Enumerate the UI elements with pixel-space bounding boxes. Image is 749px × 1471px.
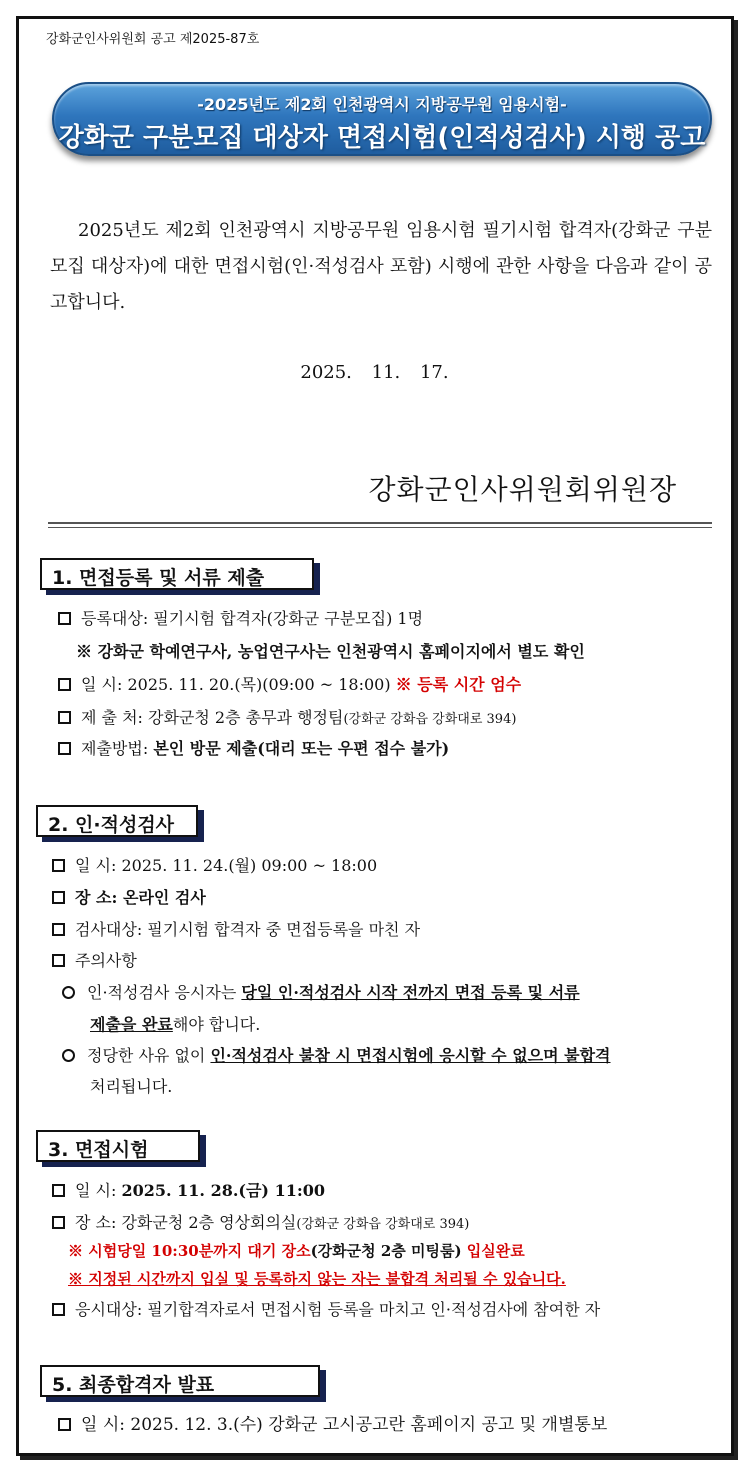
banner-subtitle: -2025년도 제2회 인천광역시 지방공무원 임용시험- (197, 95, 567, 114)
checkbox-bullet-icon (52, 1184, 65, 1197)
checkbox-bullet-icon (52, 923, 65, 936)
s2-caution-2: 정당한 사유 없이 인·적성검사 불참 시 면접시험에 응시할 수 없으며 불합격 (62, 1043, 611, 1066)
checkbox-bullet-icon (52, 954, 65, 967)
section-2-title: 2. 인·적성검사 (36, 805, 198, 837)
s2-caution-2-cont: 처리됩니다. (90, 1077, 173, 1096)
checkbox-bullet-icon (52, 1216, 65, 1229)
signer: 강화군인사위원회위원장 (368, 473, 677, 506)
intro-paragraph: 2025년도 제2회 인천광역시 지방공무원 임용시험 필기시험 합격자(강화군 구분모집 대상자)에 대한 면접시험(인·적성검사 포함) 시행에 관한 사항을 다음과 같이 공고합니다. (50, 220, 712, 313)
s2-cautions: 주의사항 (52, 948, 137, 971)
s2-place: 장 소: 온라인 검사 (52, 885, 206, 908)
checkbox-bullet-icon (58, 711, 71, 724)
title-banner (52, 82, 712, 156)
s1-submit-method: 제출방법: 본인 방문 제출(대리 또는 우편 접수 불가) (58, 736, 449, 759)
s1-datetime: 일 시: 2025. 11. 20.(목)(09:00 ~ 18:00) ※ 등록 시간 엄수 (58, 672, 521, 695)
checkbox-bullet-icon (52, 859, 65, 872)
s2-caution-1: 인·적성검사 응시자는 당일 인·적성검사 시작 전까지 면접 등록 및 서류 (62, 980, 580, 1003)
section-1-title: 1. 면접등록 및 서류 제출 (40, 558, 314, 590)
notice-number: 강화군인사위원회 공고 제2025-87호 (46, 32, 260, 47)
checkbox-bullet-icon (52, 1303, 65, 1316)
s1-registration-target: 등록대상: 필기시험 합격자(강화군 구분모집) 1명 (58, 606, 423, 629)
divider (48, 522, 712, 524)
s3-place: 장 소: 강화군청 2층 영상회의실(강화군 강화읍 강화대로 394) (52, 1210, 469, 1233)
checkbox-bullet-icon (58, 742, 71, 755)
section-5-title: 5. 최종합격자 발표 (40, 1365, 320, 1397)
s3-datetime: 일 시: 2025. 11. 28.(금) 11:00 (52, 1178, 325, 1201)
section-3-title: 3. 면접시험 (36, 1130, 200, 1162)
checkbox-bullet-icon (58, 678, 71, 691)
s5-announcement: 일 시: 2025. 12. 3.(수) 강화군 고시공고란 홈페이지 공고 및 개별통보 (58, 1410, 607, 1435)
notice-date: 2025. 11. 17. (300, 362, 449, 383)
s3-note-1: ※ 시험당일 10:30분까지 대기 장소(강화군청 2층 미팅룸) 입실완료 (68, 1242, 525, 1260)
checkbox-bullet-icon (58, 1418, 71, 1431)
s2-caution-1-cont: 제출을 완료해야 합니다. (90, 1015, 261, 1034)
banner-title: 강화군 구분모집 대상자 면접시험(인적성검사) 시행 공고 (58, 123, 706, 153)
circle-bullet-icon (62, 1049, 75, 1062)
divider (48, 527, 712, 528)
checkbox-bullet-icon (58, 612, 71, 625)
s1-submit-place: 제 출 처: 강화군청 2층 총무과 행정팀(강화군 강화읍 강화대로 394) (58, 705, 516, 728)
s2-datetime: 일 시: 2025. 11. 24.(월) 09:00 ~ 18:00 (52, 853, 377, 876)
circle-bullet-icon (62, 986, 75, 999)
s3-note-2: ※ 지정된 시간까지 입실 및 등록하지 않는 자는 불합격 처리될 수 있습니다. (68, 1270, 566, 1288)
checkbox-bullet-icon (52, 891, 65, 904)
s3-target: 응시대상: 필기합격자로서 면접시험 등록을 마치고 인·적성검사에 참여한 자 (52, 1297, 600, 1320)
s1-note: ※ 강화군 학예연구사, 농업연구사는 인천광역시 홈페이지에서 별도 확인 (76, 642, 585, 661)
s2-target: 검사대상: 필기시험 합격자 중 면접등록을 마친 자 (52, 917, 420, 940)
